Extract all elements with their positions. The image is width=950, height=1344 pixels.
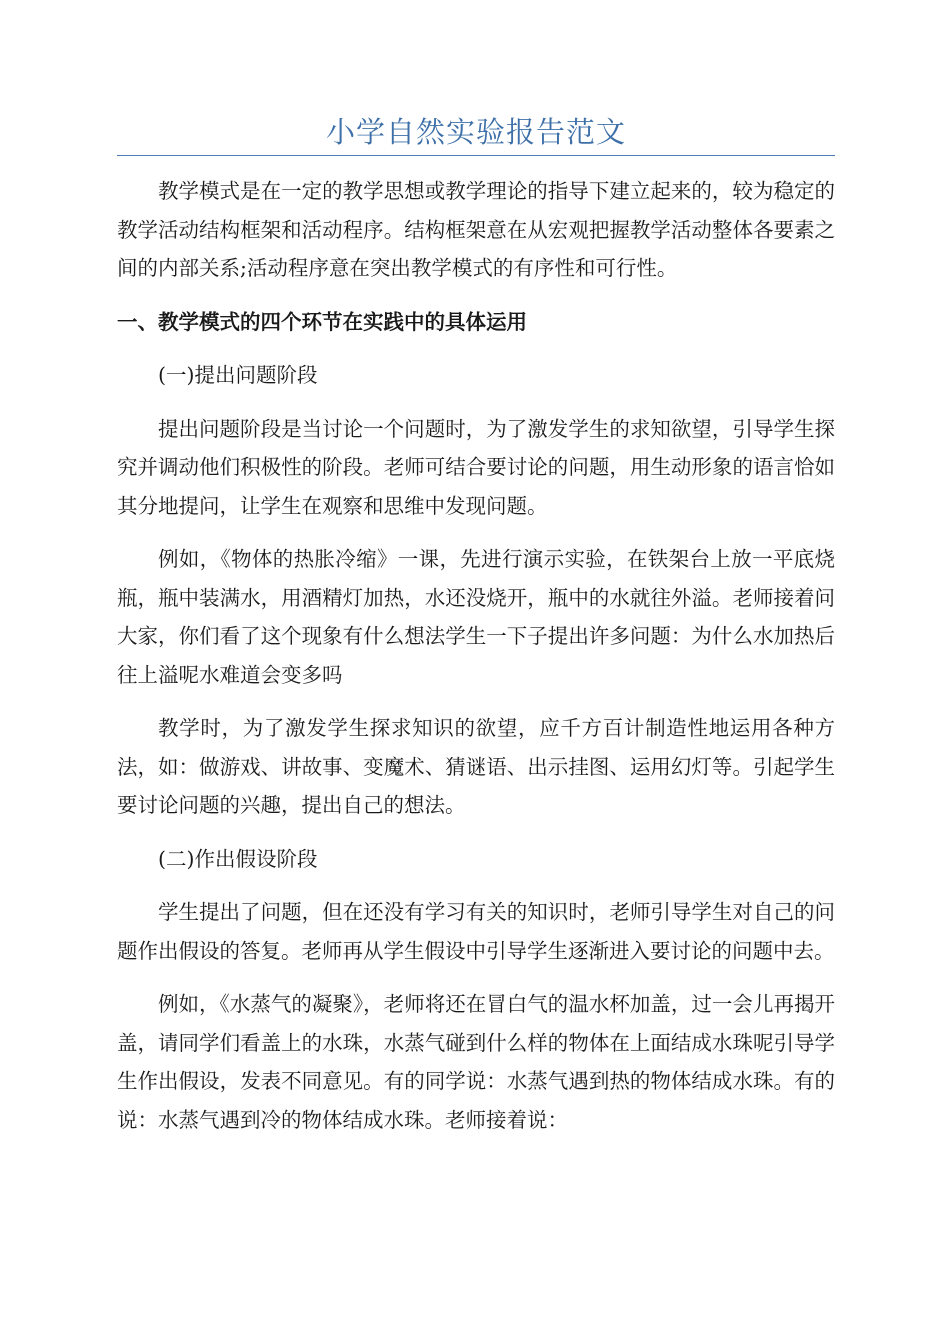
paragraph: 提出问题阶段是当讨论一个问题时，为了激发学生的求知欲望，引导学生探究并调动他们积极性的阶段。老师可结合要讨论的问题，用生动形象的语言恰如其分地提问，让学生在观察和思维中发现问题。 [117,416,835,518]
title-underline [117,155,835,156]
paragraph: 教学时，为了激发学生探求知识的欲望，应千方百计制造性地运用各种方法，如：做游戏、讲故事、变魔术、猜谜语、出示挂图、运用幻灯等。引起学生要讨论问题的兴趣，提出自己的想法。 [117,716,835,817]
paragraph-intro: 教学模式是在一定的教学思想或教学理论的指导下建立起来的，较为稳定的教学活动结构框架和活动程序。结构框架意在从宏观把握教学活动整体各要素之间的内部关系;活动程序意在突出教学模式的有序性和可行性。 [117,179,835,280]
subsection-heading-1: (一)提出问题阶段 [158,363,318,387]
paragraph: 例如，《物体的热胀冷缩》一课，先进行演示实验，在铁架台上放一平底烧瓶，瓶中装满水，用酒精灯加热，水还没烧开，瓶中的水就往外溢。老师接着问大家，你们看了这个现象有什么想法学生一下子提出许多问题：为什么水加热后往上溢呢水难道会变多吗 [117,547,835,687]
subsection-heading-2: (二)作出假设阶段 [158,846,318,871]
document-body [117,172,835,1139]
paragraph: 例如，《水蒸气的凝聚》，老师将还在冒白气的温水杯加盖，过一会儿再揭开盖，请同学们看盖上的水珠，水蒸气碰到什么样的物体在上面结成水珠呢引导学生作出假设，发表不同意见。有的同学说：水蒸气遇到热的物体结成水珠。有的说：水蒸气遇到冷的物体结成水珠。老师接着说： [117,992,835,1132]
paragraph: 学生提出了问题，但在还没有学习有关的知识时，老师引导学生对自己的问题作出假设的答复。老师再从学生假设中引导学生逐渐进入要讨论的问题中去。 [117,900,835,963]
section-heading: 一、教学模式的四个环节在实践中的具体运用 [117,309,527,334]
document-title: 小学自然实验报告范文 [325,115,626,149]
